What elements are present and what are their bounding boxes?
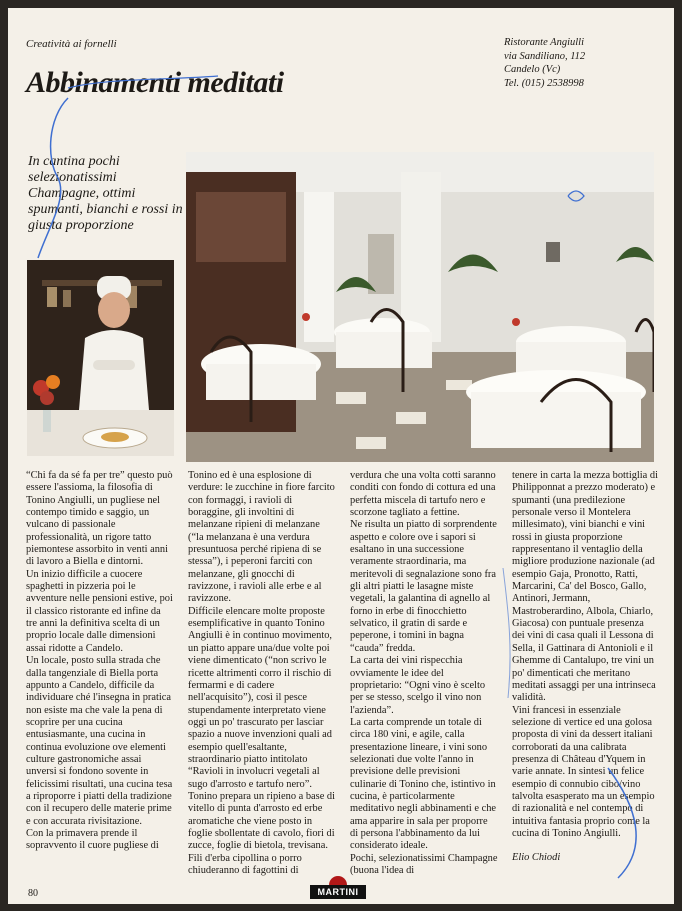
restaurant-phone: Tel. (015) 2538998 <box>504 77 584 89</box>
restaurant-name: Ristorante Angiulli <box>504 37 585 48</box>
restaurant-address <box>504 36 585 90</box>
restaurant-city: Candelo (Vc) <box>504 64 561 75</box>
paragraph: Pochi, selezionatissimi Champagne (buona l'idea di <box>350 852 498 876</box>
paragraph: Tonino ed è una esplosione di verdure: le zucchine in fiore farcito con formaggi, i ravioli di boraggine, gli involtini di melanzane ripieni di melanzane (“la melanzana è una verdura presuntuosa perché ripiena di se stessa”), i peperoni farciti con melanzane, gli gnocchi di ravizzone, i ravioli alle erbe e al ravizzone. <box>188 470 335 605</box>
author-signature: Elio Chiodi <box>512 852 561 864</box>
chef-photo <box>27 260 174 456</box>
magazine-page <box>8 8 674 904</box>
paragraph: verdura che una volta cotti saranno conditi con fondo di cottura ed una perfetta miscela di tartufo nero e scorzone tagliato a fettine. <box>350 470 496 519</box>
article-intro: In cantina pochi selezionatissimi Champagne, ottimi spumanti, bianchi e rossi in giusta proporzione <box>28 154 183 233</box>
paragraph: Ne risulta un piatto di sorprendente aspetto e colore ove i sapori si esaltano in una successione veramente straordinaria, ma meritevoli di segnalazione sono fra gli altri piatti le lasagne miste vegetali, la galantina di agnello al forno in erbe di finocchietto selvatico, il gratin di sarde e peperone, i tomini in bagna “cauda” fredda. <box>350 519 497 654</box>
paragraph: Vini francesi in essenziale selezione di vertice ed una golosa proposta di vini da dessert italiani corroborati da una calibrata presenza di Château d'Yquem in varie annate. In sintesi un felice esempio di connubio cibo/vino talvolta esasperato ma un esempio di razionalità e nel contempo di intuitiva fantasia proprio come la cucina di Tonino Angiulli. <box>512 704 655 839</box>
column-2 <box>188 470 336 877</box>
paragraph: Un inizio difficile a cuocere spaghetti in pizzeria poi le avventure nelle pensioni estive, poi il classico ristorante ed infine da tre anni la definitiva scelta di un proprio locale dalle dimensioni assai ridotte a Candelo. <box>26 568 173 654</box>
paragraph: La carta dei vini rispecchia ovviamente le idee del proprietario: “Ogni vino è scelto per se stesso, scelgo il vino non l'azienda”. <box>350 655 486 716</box>
paragraph: La carta comprende un totale di circa 180 vini, e agile, calla presentazione lineare, i vini sono selezionati due volte l'anno in previsione delle previsioni culinarie di Tonino che, istintivo in cucina, è particolarmente meditativo negli abbinamenti e che ama apparire in sala per proporre di persona l'abbinamento da lui considerato ideale. <box>350 716 496 852</box>
paragraph: Con la primavera prende il sopravvento il cuore pugliese di <box>26 827 159 852</box>
section-kicker: Creatività ai fornelli <box>26 38 117 50</box>
dining-room-photo <box>186 152 654 462</box>
paragraph: “Chi fa da sé fa per tre” questo può essere l'assioma, la filosofia di Tonino Angiulli, un pugliese nel contempo timido e saggio, un vulcano di passionale professionalità, un rigore tatto piemontese assorbito in venti anni di lavoro a Biella e dintorni. <box>26 470 173 568</box>
article-body <box>26 470 658 880</box>
page-number: 80 <box>28 888 38 899</box>
paragraph: Tonino prepara un ripieno a base di vitello di punta d'arrosto ed erbe aromatiche che viene posto in foglie sbollentate di cavolo, fiori di zucce, foglie di bietola, trevisana. Fili d'erba cipollina o porro chiuderanno di fagottini di <box>188 790 336 876</box>
paragraph: Difficile elencare molte proposte esemplificative in quanto Tonino Angiulli è in continuo movimento, un piatto appare una/due volte poi viene dimenticato (“non scrivo le ricette altrimenti corro il rischio di fermarmi e di cadere nell'acquisito”), così il pesce stupendamente interpretato viene oggi un po' trascurato per lasciar spazio a nuove invenzioni quali ad esempio quell'esaltante, straordinario piatto intitolato “Ravioli in involucri vegetali al sugo d'arrosto e tartufo nero”. <box>188 605 333 790</box>
column-3 <box>350 470 498 877</box>
paragraph: Un locale, posto sulla strada che dalla tangenziale di Biella porta appunto a Candelo, difficile da individuare ché l'insegna in pratica non esiste ma che vale la pena di scoprire per una cucina entusiasmante, una cucina in continua evoluzione ove elementi <box>26 655 171 753</box>
article-title: Abbinamenti meditati <box>26 66 284 99</box>
paragraph: culture gastronomiche assai unversi si fondono sovente in felicissimi risultati, una cucina tesa a riproporre i piatti della tradizione con il recupero delle materie prime e con accurata rivisitazione. <box>26 753 173 827</box>
restaurant-street: via Sandiliano, 112 <box>504 50 586 62</box>
paragraph: tenere in carta la mezza bottiglia di Philipponnat a prezzo moderato) e spumanti (una predilezione personale verso il Montelera millesimato), vini bianchi e vini rossi in giusta proporzione rappresentano il ventaglio della migliore produzione nazionale (ad esempio Gaja, Pronotto, Ratti, Marcarini, Ca' del Bosco, Gallo, Antinori, Jermann, Mastroberardino, Albola, Chiarlo, Giacosa) con puntuale presenza dei vini di casa quali il Lessona di Sella, il Gattinara di Antonioli e il Ghemme di Cantalupo, tre vini un po' dimenticati che meritano meditati assaggi per una intrinseca validità. <box>512 470 658 704</box>
column-4 <box>512 470 658 865</box>
martini-logo: MARTINI <box>310 885 366 899</box>
column-1 <box>26 470 174 853</box>
